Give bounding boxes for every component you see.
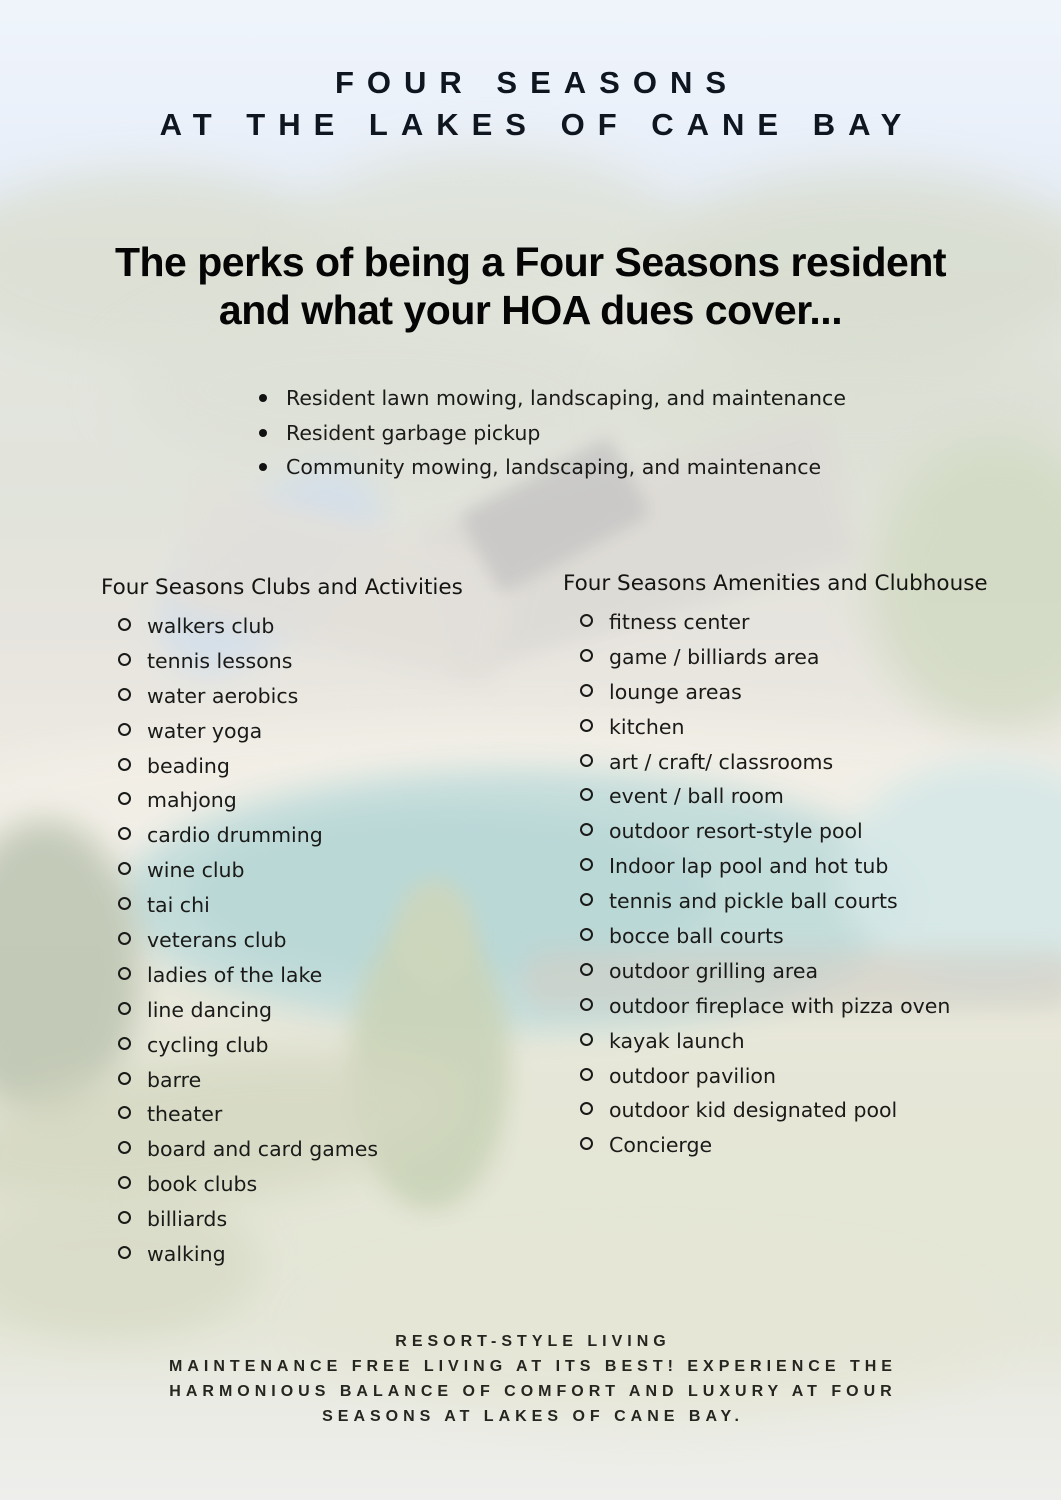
bullet-circle-icon	[118, 1002, 131, 1015]
list-item-label: Indoor lap pool and hot tub	[609, 854, 889, 879]
list-item	[118, 1207, 561, 1242]
list-item	[580, 750, 1043, 785]
list-item-label: Resident lawn mowing, landscaping, and maintenance	[286, 386, 846, 410]
list-item	[118, 893, 561, 928]
tagline-line: RESORT-STYLE LIVING	[395, 1333, 671, 1350]
list-item-label: event / ball room	[609, 784, 784, 809]
bullet-circle-icon	[580, 754, 593, 767]
bullet-dot-icon	[259, 394, 267, 402]
list-item	[580, 610, 1043, 645]
clubs-list	[118, 614, 561, 1277]
bullet-circle-icon	[118, 653, 131, 666]
clubs-section	[101, 574, 561, 1277]
community-name-line2: AT THE LAKES OF CANE BAY	[159, 107, 915, 142]
bullet-circle-icon	[580, 719, 593, 732]
list-item	[580, 924, 1043, 959]
bullet-circle-icon	[580, 1137, 593, 1150]
list-item-label: Concierge	[609, 1133, 713, 1158]
bullet-dot-icon	[259, 463, 267, 471]
list-item	[580, 680, 1043, 715]
bullet-circle-icon	[118, 1072, 131, 1085]
list-item	[118, 754, 561, 789]
tagline-line: HARMONIOUS BALANCE OF COMFORT AND LUXURY AT FOUR	[169, 1383, 897, 1400]
list-item-label: ladies of the lake	[147, 962, 323, 987]
list-item	[118, 1033, 561, 1068]
list-item	[118, 788, 561, 823]
list-item-label: book clubs	[147, 1172, 258, 1197]
amenities-section	[563, 570, 1043, 1168]
list-item	[580, 784, 1043, 819]
bullet-circle-icon	[580, 998, 593, 1011]
amenities-list	[580, 610, 1043, 1168]
list-item-label: tennis lessons	[147, 648, 293, 673]
bullet-circle-icon	[118, 1211, 131, 1224]
list-item	[580, 645, 1043, 680]
bullet-circle-icon	[118, 723, 131, 736]
bullet-circle-icon	[580, 1102, 593, 1115]
bullet-circle-icon	[580, 858, 593, 871]
bullet-circle-icon	[580, 823, 593, 836]
amenities-title: Four Seasons Amenities and Clubhouse	[563, 571, 988, 596]
list-item-label: tennis and pickle ball courts	[609, 889, 898, 914]
bullet-circle-icon	[118, 897, 131, 910]
list-item	[118, 1137, 561, 1172]
list-item-label: mahjong	[147, 788, 237, 813]
list-item-label: line dancing	[147, 997, 273, 1022]
bullet-circle-icon	[118, 688, 131, 701]
clubs-title: Four Seasons Clubs and Activities	[101, 575, 463, 600]
list-item	[118, 1172, 561, 1207]
bullet-circle-icon	[118, 862, 131, 875]
bullet-circle-icon	[118, 932, 131, 945]
list-item	[118, 858, 561, 893]
list-item-label: walking	[147, 1242, 226, 1267]
list-item-label: kitchen	[609, 714, 685, 739]
list-item-label: game / billiards area	[609, 644, 820, 669]
list-item-label: tai chi	[147, 893, 210, 918]
list-item	[580, 819, 1043, 854]
bullet-circle-icon	[580, 963, 593, 976]
list-item	[118, 1102, 561, 1137]
list-item	[259, 421, 846, 456]
bullet-circle-icon	[118, 1141, 131, 1154]
hoa-coverage-list	[259, 386, 846, 490]
bullet-circle-icon	[118, 1246, 131, 1259]
list-item	[118, 614, 561, 649]
list-item-label: fitness center	[609, 610, 750, 634]
bullet-circle-icon	[580, 928, 593, 941]
list-item-label: theater	[147, 1102, 223, 1127]
list-item-label: cycling club	[147, 1032, 269, 1057]
bullet-circle-icon	[580, 614, 593, 627]
list-item-label: wine club	[147, 858, 245, 883]
list-item-label: outdoor pavilion	[609, 1063, 776, 1088]
list-item-label: veterans club	[147, 928, 287, 953]
bullet-circle-icon	[580, 649, 593, 662]
list-item-label: outdoor resort-style pool	[609, 819, 863, 844]
bullet-circle-icon	[118, 792, 131, 805]
list-item-label: beading	[147, 753, 230, 778]
list-item-label: kayak launch	[609, 1028, 745, 1053]
bullet-circle-icon	[118, 618, 131, 631]
bullet-circle-icon	[118, 1176, 131, 1189]
list-item	[118, 823, 561, 858]
bullet-circle-icon	[118, 1037, 131, 1050]
list-item	[118, 649, 561, 684]
bullet-circle-icon	[118, 1106, 131, 1119]
list-item	[118, 963, 561, 998]
list-item-label: cardio drumming	[147, 823, 323, 848]
list-item	[580, 889, 1043, 924]
list-item-label: outdoor kid designated pool	[609, 1098, 898, 1123]
list-item-label: outdoor grilling area	[609, 958, 819, 983]
list-item-label: outdoor fireplace with pizza oven	[609, 993, 951, 1018]
bullet-circle-icon	[118, 967, 131, 980]
list-item	[118, 928, 561, 963]
list-item	[118, 1242, 561, 1277]
community-name-line1: FOUR SEASONS	[334, 65, 740, 100]
list-item	[580, 1064, 1043, 1099]
list-item	[118, 684, 561, 719]
list-item-label: water yoga	[147, 718, 263, 743]
tagline-line: SEASONS AT LAKES OF CANE BAY.	[322, 1408, 744, 1425]
bullet-circle-icon	[580, 788, 593, 801]
bullet-circle-icon	[118, 758, 131, 771]
list-item	[118, 998, 561, 1033]
headline-line1: The perks of being a Four Seasons resident	[114, 239, 947, 285]
bullet-circle-icon	[118, 827, 131, 840]
list-item	[580, 994, 1043, 1029]
list-item	[118, 719, 561, 754]
list-item-label: Community mowing, landscaping, and maintenance	[286, 455, 822, 480]
bullet-dot-icon	[259, 429, 267, 437]
headline-line2: and what your HOA dues cover...	[218, 287, 843, 333]
bullet-circle-icon	[580, 893, 593, 906]
tagline-line: MAINTENANCE FREE LIVING AT ITS BEST! EXPERIENCE THE	[169, 1358, 897, 1375]
bullet-circle-icon	[580, 1068, 593, 1081]
list-item	[580, 1133, 1043, 1168]
bullet-circle-icon	[580, 684, 593, 697]
list-item	[580, 959, 1043, 994]
list-item-label: Resident garbage pickup	[286, 420, 541, 445]
list-item	[580, 1098, 1043, 1133]
list-item	[259, 455, 846, 490]
list-item	[118, 1068, 561, 1103]
list-item-label: barre	[147, 1067, 202, 1092]
list-item-label: water aerobics	[147, 683, 299, 708]
bullet-circle-icon	[580, 1033, 593, 1046]
list-item	[580, 1029, 1043, 1064]
list-item	[580, 715, 1043, 750]
list-item-label: lounge areas	[609, 679, 742, 704]
list-item-label: bocce ball courts	[609, 924, 784, 949]
list-item-label: walkers club	[147, 614, 275, 638]
list-item	[259, 386, 846, 421]
list-item-label: board and card games	[147, 1137, 379, 1162]
list-item-label: art / craft/ classrooms	[609, 749, 834, 774]
headline	[0, 238, 1061, 334]
community-name	[0, 62, 1061, 146]
list-item	[580, 854, 1043, 889]
tagline	[0, 1329, 1061, 1429]
list-item-label: billiards	[147, 1207, 228, 1232]
